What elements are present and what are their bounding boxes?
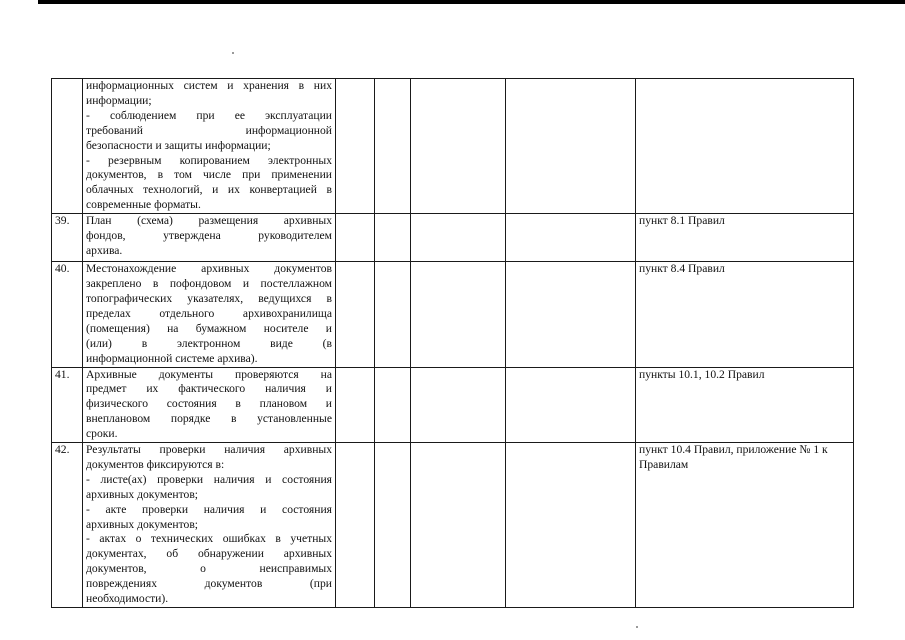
requirement-line: План (схема) размещения архивных xyxy=(86,214,332,228)
requirement-line: требований информационной xyxy=(86,123,332,137)
requirement-line: - соблюдением при ее эксплуатации xyxy=(86,108,332,122)
requirement-line: - актах о технических ошибках в учетных xyxy=(86,532,332,546)
requirement-line: безопасности и защиты информации; xyxy=(86,138,271,152)
table-row xyxy=(52,367,854,443)
scan-edge-bar xyxy=(38,0,905,4)
requirement-line: предмет их фактического наличия и xyxy=(86,382,332,396)
answer-yes-cell xyxy=(336,79,375,214)
table-body xyxy=(52,79,854,608)
answer-na-cell xyxy=(411,79,506,214)
requirement-line: (помещения) на бумажном носителе и xyxy=(86,321,332,335)
table-row xyxy=(52,443,854,608)
answer-na-cell xyxy=(411,262,506,367)
legal-reference: пункт 8.4 Правил xyxy=(636,262,854,367)
requirement-line: топографических указателях, ведущихся в xyxy=(86,291,332,305)
requirement-line: сроки. xyxy=(86,427,118,441)
requirement-line: - резервным копированием электронных xyxy=(86,153,332,167)
requirement-line: пределах отдельного архивохранилища xyxy=(86,306,332,320)
legal-reference: пункт 8.1 Правил xyxy=(636,214,854,262)
requirement-line: Результаты проверки наличия архивных xyxy=(86,443,332,457)
scan-speck xyxy=(636,626,638,628)
requirement-line: повреждениях документов (при xyxy=(86,577,332,591)
requirement-line: информационных систем и хранения в них xyxy=(86,79,332,92)
answer-yes-cell xyxy=(336,262,375,367)
requirement-line: архива. xyxy=(86,243,123,257)
row-number: 41. xyxy=(52,367,83,443)
legal-reference xyxy=(636,79,854,214)
requirement-text xyxy=(83,443,336,608)
requirement-line: - листе(ах) проверки наличия и состояния xyxy=(86,472,332,486)
requirement-line: Архивные документы проверяются на xyxy=(86,367,332,381)
requirement-line: документах, об обнаружении архивных xyxy=(86,547,332,561)
requirement-line: необходимости). xyxy=(86,592,169,606)
answer-no-cell xyxy=(375,79,411,214)
answer-no-cell xyxy=(375,443,411,608)
requirement-line: - акте проверки наличия и состояния xyxy=(86,502,332,516)
requirements-table xyxy=(51,78,854,608)
requirement-line: внеплановом порядке в установленные xyxy=(86,412,332,426)
requirement-line: облачных технологий, и их конвертацией в xyxy=(86,183,332,197)
table-row xyxy=(52,214,854,262)
answer-yes-cell xyxy=(336,443,375,608)
row-number: 40. xyxy=(52,262,83,367)
answer-na-cell xyxy=(411,367,506,443)
table-row xyxy=(52,79,854,214)
requirement-line: документов фиксируются в: xyxy=(86,457,225,471)
requirement-line: архивных документов; xyxy=(86,517,199,531)
note-cell xyxy=(506,214,636,262)
requirement-line: информационной системе архива). xyxy=(86,351,258,365)
row-number: 42. xyxy=(52,443,83,608)
row-number xyxy=(52,79,83,214)
legal-reference: пункт 10.4 Правил, приложение № 1 к Правилам xyxy=(636,443,854,608)
row-number: 39. xyxy=(52,214,83,262)
note-cell xyxy=(506,262,636,367)
requirement-text xyxy=(83,214,336,262)
answer-yes-cell xyxy=(336,214,375,262)
requirement-line: современные форматы. xyxy=(86,198,201,212)
answer-na-cell xyxy=(411,214,506,262)
requirement-line: документов, о неисправимых xyxy=(86,562,332,576)
requirement-line: закреплено в пофондовом и постеллажном xyxy=(86,277,332,291)
answer-na-cell xyxy=(411,443,506,608)
note-cell xyxy=(506,443,636,608)
requirement-line: Местонахождение архивных документов xyxy=(86,262,332,276)
requirement-line: фондов, утверждена руководителем xyxy=(86,229,332,243)
note-cell xyxy=(506,367,636,443)
requirement-text xyxy=(83,79,336,214)
requirement-text xyxy=(83,262,336,367)
requirement-line: информации; xyxy=(86,93,152,107)
answer-yes-cell xyxy=(336,367,375,443)
scan-speck xyxy=(232,52,234,54)
note-cell xyxy=(506,79,636,214)
table-row xyxy=(52,262,854,367)
requirement-line: физического состояния в плановом и xyxy=(86,397,332,411)
answer-no-cell xyxy=(375,367,411,443)
answer-no-cell xyxy=(375,214,411,262)
legal-reference: пункты 10.1, 10.2 Правил xyxy=(636,367,854,443)
requirement-text xyxy=(83,367,336,443)
requirement-line: документов, в том числе при применении xyxy=(86,168,332,182)
requirement-line: (или) в электронном виде (в xyxy=(86,336,332,350)
answer-no-cell xyxy=(375,262,411,367)
requirement-line: архивных документов; xyxy=(86,487,199,501)
